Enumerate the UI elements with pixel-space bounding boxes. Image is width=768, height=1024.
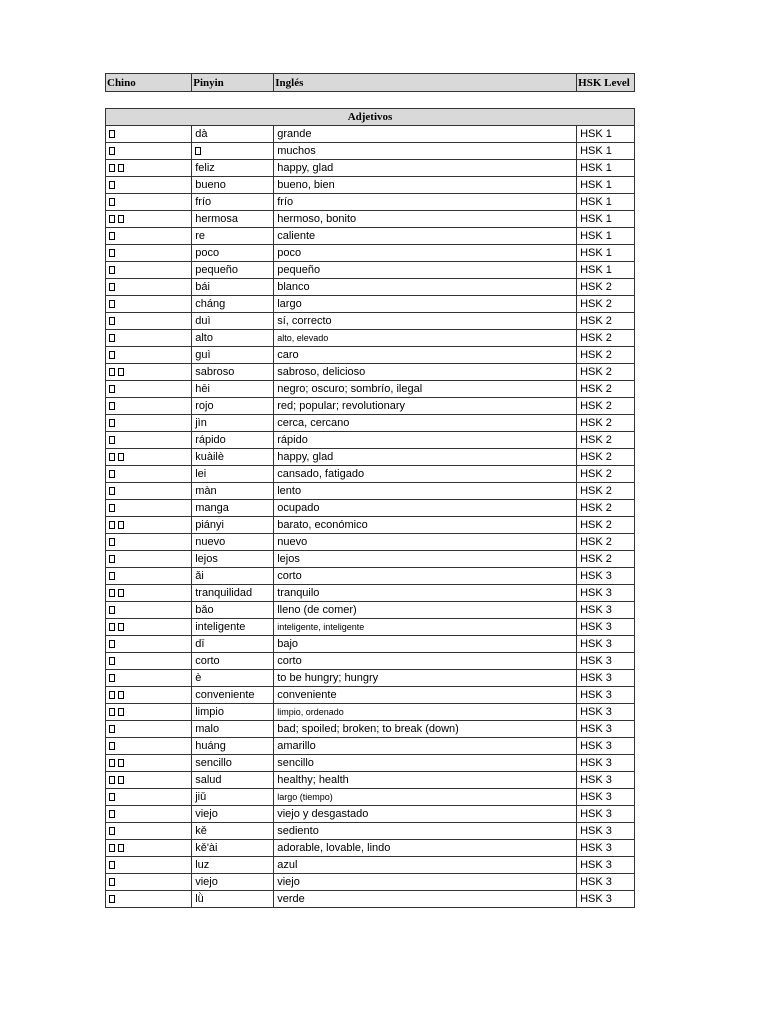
cell-pinyin: kě <box>192 823 274 840</box>
cell-hsk-level: HSK 2 <box>577 296 635 313</box>
cell-hsk-level: HSK 2 <box>577 517 635 534</box>
cell-hsk-level: HSK 1 <box>577 143 635 160</box>
cell-hsk-level: HSK 3 <box>577 687 635 704</box>
cell-ingles: inteligente, inteligente <box>274 619 577 636</box>
cell-ingles: barato, económico <box>274 517 577 534</box>
cell-hsk-level: HSK 2 <box>577 551 635 568</box>
table-row <box>106 653 635 670</box>
cell-pinyin: bái <box>192 279 274 296</box>
table-row <box>106 874 635 891</box>
missing-glyph-icon <box>109 640 115 648</box>
cell-chino <box>106 398 192 415</box>
cell-pinyin: malo <box>192 721 274 738</box>
table-row <box>106 517 635 534</box>
table-row <box>106 568 635 585</box>
missing-glyph-icon <box>109 572 115 580</box>
cell-hsk-level: HSK 3 <box>577 704 635 721</box>
cell-hsk-level: HSK 2 <box>577 500 635 517</box>
missing-glyph-icon <box>109 844 115 852</box>
cell-chino <box>106 823 192 840</box>
missing-glyph-icon <box>109 266 115 274</box>
vocabulary-table <box>105 108 635 908</box>
cell-hsk-level: HSK 3 <box>577 806 635 823</box>
missing-glyph-icon <box>109 147 115 155</box>
cell-chino <box>106 432 192 449</box>
table-row <box>106 483 635 500</box>
missing-glyph-icon <box>109 691 115 699</box>
cell-pinyin: piányi <box>192 517 274 534</box>
table-row <box>106 585 635 602</box>
header-hsk-level: HSK Level <box>577 74 635 92</box>
cell-pinyin: tranquilidad <box>192 585 274 602</box>
table-row <box>106 806 635 823</box>
cell-pinyin: hermosa <box>192 211 274 228</box>
cell-chino <box>106 704 192 721</box>
cell-pinyin: salud <box>192 772 274 789</box>
cell-ingles: conveniente <box>274 687 577 704</box>
cell-ingles: corto <box>274 568 577 585</box>
cell-pinyin: hēi <box>192 381 274 398</box>
missing-glyph-icon <box>109 504 115 512</box>
missing-glyph-icon <box>109 181 115 189</box>
cell-pinyin: dà <box>192 126 274 143</box>
missing-glyph-icon <box>118 691 124 699</box>
cell-pinyin: conveniente <box>192 687 274 704</box>
cell-pinyin: màn <box>192 483 274 500</box>
cell-ingles: happy, glad <box>274 449 577 466</box>
cell-chino <box>106 789 192 806</box>
missing-glyph-icon <box>118 589 124 597</box>
cell-hsk-level: HSK 2 <box>577 313 635 330</box>
cell-chino <box>106 619 192 636</box>
cell-hsk-level: HSK 1 <box>577 126 635 143</box>
table-row <box>106 177 635 194</box>
cell-chino <box>106 347 192 364</box>
cell-hsk-level: HSK 3 <box>577 636 635 653</box>
table-row <box>106 466 635 483</box>
cell-ingles: ocupado <box>274 500 577 517</box>
table-row <box>106 313 635 330</box>
table-row <box>106 381 635 398</box>
cell-hsk-level: HSK 3 <box>577 721 635 738</box>
cell-chino <box>106 738 192 755</box>
table-row <box>106 534 635 551</box>
missing-glyph-icon <box>118 708 124 716</box>
cell-ingles: blanco <box>274 279 577 296</box>
cell-ingles: lento <box>274 483 577 500</box>
missing-glyph-icon <box>109 776 115 784</box>
cell-hsk-level: HSK 2 <box>577 330 635 347</box>
missing-glyph-icon <box>109 453 115 461</box>
cell-pinyin: kuàilè <box>192 449 274 466</box>
table-row <box>106 194 635 211</box>
cell-hsk-level: HSK 3 <box>577 653 635 670</box>
cell-ingles: tranquilo <box>274 585 577 602</box>
cell-chino <box>106 245 192 262</box>
cell-pinyin: corto <box>192 653 274 670</box>
cell-ingles: bueno, bien <box>274 177 577 194</box>
cell-pinyin: frío <box>192 194 274 211</box>
cell-pinyin: rojo <box>192 398 274 415</box>
cell-ingles: bad; spoiled; broken; to break (down) <box>274 721 577 738</box>
table-row <box>106 704 635 721</box>
cell-chino <box>106 194 192 211</box>
missing-glyph-icon <box>118 623 124 631</box>
missing-glyph-icon <box>109 555 115 563</box>
cell-pinyin: sabroso <box>192 364 274 381</box>
table-row <box>106 330 635 347</box>
cell-hsk-level: HSK 3 <box>577 670 635 687</box>
cell-pinyin: rápido <box>192 432 274 449</box>
header-row <box>106 74 635 92</box>
cell-pinyin: alto <box>192 330 274 347</box>
cell-ingles: to be hungry; hungry <box>274 670 577 687</box>
section-row <box>106 109 635 126</box>
cell-ingles: corto <box>274 653 577 670</box>
table-row <box>106 228 635 245</box>
cell-chino <box>106 653 192 670</box>
cell-chino <box>106 891 192 908</box>
cell-pinyin: sencillo <box>192 755 274 772</box>
missing-glyph-icon <box>109 368 115 376</box>
cell-chino <box>106 381 192 398</box>
cell-pinyin: kě'ài <box>192 840 274 857</box>
table-row <box>106 670 635 687</box>
missing-glyph-icon <box>109 538 115 546</box>
cell-chino <box>106 364 192 381</box>
cell-ingles: hermoso, bonito <box>274 211 577 228</box>
cell-hsk-level: HSK 3 <box>577 602 635 619</box>
cell-ingles: lejos <box>274 551 577 568</box>
cell-hsk-level: HSK 1 <box>577 194 635 211</box>
section-title: Adjetivos <box>106 109 635 126</box>
missing-glyph-icon <box>109 470 115 478</box>
cell-chino <box>106 687 192 704</box>
cell-chino <box>106 534 192 551</box>
missing-glyph-icon <box>109 232 115 240</box>
cell-ingles: poco <box>274 245 577 262</box>
cell-ingles: negro; oscuro; sombrío, ilegal <box>274 381 577 398</box>
cell-pinyin: manga <box>192 500 274 517</box>
missing-glyph-icon <box>109 249 115 257</box>
cell-hsk-level: HSK 3 <box>577 891 635 908</box>
cell-ingles: limpio, ordenado <box>274 704 577 721</box>
cell-hsk-level: HSK 3 <box>577 840 635 857</box>
cell-hsk-level: HSK 1 <box>577 160 635 177</box>
cell-chino <box>106 228 192 245</box>
cell-hsk-level: HSK 2 <box>577 432 635 449</box>
missing-glyph-icon <box>109 793 115 801</box>
cell-hsk-level: HSK 2 <box>577 398 635 415</box>
cell-ingles: verde <box>274 891 577 908</box>
cell-ingles: cerca, cercano <box>274 415 577 432</box>
cell-hsk-level: HSK 2 <box>577 364 635 381</box>
header-pinyin: Pinyin <box>192 74 274 92</box>
cell-chino <box>106 874 192 891</box>
table-row <box>106 415 635 432</box>
cell-chino <box>106 840 192 857</box>
missing-glyph-icon <box>118 844 124 852</box>
missing-glyph-icon <box>109 521 115 529</box>
cell-hsk-level: HSK 3 <box>577 585 635 602</box>
cell-ingles: caliente <box>274 228 577 245</box>
missing-glyph-icon <box>109 895 115 903</box>
missing-glyph-icon <box>109 164 115 172</box>
cell-pinyin: huáng <box>192 738 274 755</box>
cell-hsk-level: HSK 3 <box>577 823 635 840</box>
cell-pinyin: bǎo <box>192 602 274 619</box>
table-row <box>106 738 635 755</box>
missing-glyph-icon <box>118 776 124 784</box>
table-row <box>106 772 635 789</box>
cell-chino <box>106 585 192 602</box>
cell-ingles: largo (tiempo) <box>274 789 577 806</box>
table-row <box>106 279 635 296</box>
cell-hsk-level: HSK 2 <box>577 381 635 398</box>
missing-glyph-icon <box>109 215 115 223</box>
table-row <box>106 551 635 568</box>
header-table <box>105 73 635 92</box>
cell-pinyin: lejos <box>192 551 274 568</box>
cell-chino <box>106 126 192 143</box>
header-ingles: Inglés <box>274 74 577 92</box>
missing-glyph-icon <box>109 742 115 750</box>
cell-pinyin: nuevo <box>192 534 274 551</box>
table-row <box>106 823 635 840</box>
missing-glyph-icon <box>109 487 115 495</box>
cell-chino <box>106 517 192 534</box>
missing-glyph-icon <box>109 402 115 410</box>
cell-chino <box>106 551 192 568</box>
missing-glyph-icon <box>109 436 115 444</box>
cell-ingles: healthy; health <box>274 772 577 789</box>
cell-pinyin: guì <box>192 347 274 364</box>
missing-glyph-icon <box>109 759 115 767</box>
missing-glyph-icon <box>118 215 124 223</box>
cell-hsk-level: HSK 3 <box>577 874 635 891</box>
cell-hsk-level: HSK 1 <box>577 262 635 279</box>
table-row <box>106 857 635 874</box>
missing-glyph-icon <box>118 164 124 172</box>
cell-ingles: sencillo <box>274 755 577 772</box>
table-row <box>106 636 635 653</box>
cell-chino <box>106 721 192 738</box>
missing-glyph-icon <box>109 419 115 427</box>
cell-ingles: viejo y desgastado <box>274 806 577 823</box>
cell-hsk-level: HSK 3 <box>577 789 635 806</box>
missing-glyph-icon <box>109 623 115 631</box>
cell-hsk-level: HSK 3 <box>577 619 635 636</box>
cell-pinyin: jiǔ <box>192 789 274 806</box>
cell-chino <box>106 670 192 687</box>
cell-ingles: muchos <box>274 143 577 160</box>
missing-glyph-icon <box>118 453 124 461</box>
cell-chino <box>106 806 192 823</box>
table-row <box>106 364 635 381</box>
cell-chino <box>106 500 192 517</box>
cell-pinyin: luz <box>192 857 274 874</box>
cell-pinyin: ǎi <box>192 568 274 585</box>
table-row <box>106 721 635 738</box>
table-row <box>106 211 635 228</box>
cell-ingles: lleno (de comer) <box>274 602 577 619</box>
cell-ingles: azul <box>274 857 577 874</box>
cell-hsk-level: HSK 3 <box>577 738 635 755</box>
missing-glyph-icon <box>109 878 115 886</box>
cell-ingles: happy, glad <box>274 160 577 177</box>
cell-chino <box>106 449 192 466</box>
missing-glyph-icon <box>118 521 124 529</box>
cell-hsk-level: HSK 2 <box>577 347 635 364</box>
cell-ingles: frío <box>274 194 577 211</box>
cell-ingles: grande <box>274 126 577 143</box>
cell-hsk-level: HSK 2 <box>577 534 635 551</box>
missing-glyph-icon <box>109 657 115 665</box>
cell-hsk-level: HSK 1 <box>577 211 635 228</box>
cell-chino <box>106 755 192 772</box>
table-row <box>106 687 635 704</box>
cell-ingles: bajo <box>274 636 577 653</box>
cell-pinyin: feliz <box>192 160 274 177</box>
cell-ingles: adorable, lovable, lindo <box>274 840 577 857</box>
cell-chino <box>106 279 192 296</box>
table-row <box>106 619 635 636</box>
missing-glyph-icon <box>109 810 115 818</box>
table-row <box>106 398 635 415</box>
missing-glyph-icon <box>109 385 115 393</box>
header-chino: Chino <box>106 74 192 92</box>
cell-pinyin: lei <box>192 466 274 483</box>
missing-glyph-icon <box>109 351 115 359</box>
cell-hsk-level: HSK 3 <box>577 772 635 789</box>
cell-pinyin: jìn <box>192 415 274 432</box>
cell-ingles: amarillo <box>274 738 577 755</box>
missing-glyph-icon <box>109 589 115 597</box>
cell-chino <box>106 602 192 619</box>
table-row <box>106 245 635 262</box>
cell-hsk-level: HSK 2 <box>577 466 635 483</box>
cell-chino <box>106 313 192 330</box>
missing-glyph-icon <box>109 198 115 206</box>
cell-ingles: sabroso, delicioso <box>274 364 577 381</box>
cell-pinyin: duì <box>192 313 274 330</box>
cell-hsk-level: HSK 2 <box>577 415 635 432</box>
cell-pinyin: cháng <box>192 296 274 313</box>
cell-ingles: sediento <box>274 823 577 840</box>
cell-ingles: viejo <box>274 874 577 891</box>
cell-hsk-level: HSK 2 <box>577 483 635 500</box>
cell-chino <box>106 636 192 653</box>
cell-ingles: red; popular; revolutionary <box>274 398 577 415</box>
table-row <box>106 500 635 517</box>
missing-glyph-icon <box>109 674 115 682</box>
table-row <box>106 449 635 466</box>
cell-hsk-level: HSK 3 <box>577 857 635 874</box>
cell-chino <box>106 483 192 500</box>
cell-pinyin <box>192 143 274 160</box>
cell-pinyin: limpio <box>192 704 274 721</box>
cell-pinyin: inteligente <box>192 619 274 636</box>
missing-glyph-icon <box>109 317 115 325</box>
cell-hsk-level: HSK 3 <box>577 755 635 772</box>
cell-pinyin: viejo <box>192 874 274 891</box>
cell-chino <box>106 296 192 313</box>
cell-ingles: pequeño <box>274 262 577 279</box>
cell-hsk-level: HSK 3 <box>577 568 635 585</box>
cell-ingles: caro <box>274 347 577 364</box>
missing-glyph-icon <box>109 708 115 716</box>
missing-glyph-icon <box>109 334 115 342</box>
cell-hsk-level: HSK 2 <box>577 449 635 466</box>
cell-chino <box>106 330 192 347</box>
missing-glyph-icon <box>118 759 124 767</box>
cell-chino <box>106 415 192 432</box>
missing-glyph-icon <box>109 827 115 835</box>
missing-glyph-icon <box>118 368 124 376</box>
cell-hsk-level: HSK 1 <box>577 228 635 245</box>
cell-chino <box>106 211 192 228</box>
cell-chino <box>106 466 192 483</box>
cell-ingles: cansado, fatigado <box>274 466 577 483</box>
cell-chino <box>106 160 192 177</box>
missing-glyph-icon <box>109 725 115 733</box>
cell-pinyin: è <box>192 670 274 687</box>
missing-glyph-icon <box>109 283 115 291</box>
table-row <box>106 126 635 143</box>
table-row <box>106 262 635 279</box>
cell-hsk-level: HSK 1 <box>577 177 635 194</box>
cell-chino <box>106 857 192 874</box>
missing-glyph-icon <box>109 130 115 138</box>
cell-pinyin: lǜ <box>192 891 274 908</box>
table-row <box>106 891 635 908</box>
cell-pinyin: poco <box>192 245 274 262</box>
cell-pinyin: re <box>192 228 274 245</box>
missing-glyph-icon <box>109 300 115 308</box>
missing-glyph-icon <box>109 861 115 869</box>
cell-chino <box>106 772 192 789</box>
cell-hsk-level: HSK 1 <box>577 245 635 262</box>
cell-ingles: nuevo <box>274 534 577 551</box>
table-row <box>106 296 635 313</box>
table-row <box>106 840 635 857</box>
cell-hsk-level: HSK 2 <box>577 279 635 296</box>
cell-pinyin: dī <box>192 636 274 653</box>
table-row <box>106 602 635 619</box>
cell-chino <box>106 177 192 194</box>
cell-ingles: largo <box>274 296 577 313</box>
cell-chino <box>106 568 192 585</box>
cell-pinyin: bueno <box>192 177 274 194</box>
table-row <box>106 432 635 449</box>
missing-glyph-icon <box>195 147 201 155</box>
cell-chino <box>106 262 192 279</box>
cell-ingles: alto, elevado <box>274 330 577 347</box>
cell-chino <box>106 143 192 160</box>
cell-pinyin: pequeño <box>192 262 274 279</box>
cell-pinyin: viejo <box>192 806 274 823</box>
table-row <box>106 789 635 806</box>
table-row <box>106 143 635 160</box>
table-row <box>106 755 635 772</box>
table-row <box>106 347 635 364</box>
cell-ingles: sí, correcto <box>274 313 577 330</box>
cell-ingles: rápido <box>274 432 577 449</box>
table-row <box>106 160 635 177</box>
missing-glyph-icon <box>109 606 115 614</box>
